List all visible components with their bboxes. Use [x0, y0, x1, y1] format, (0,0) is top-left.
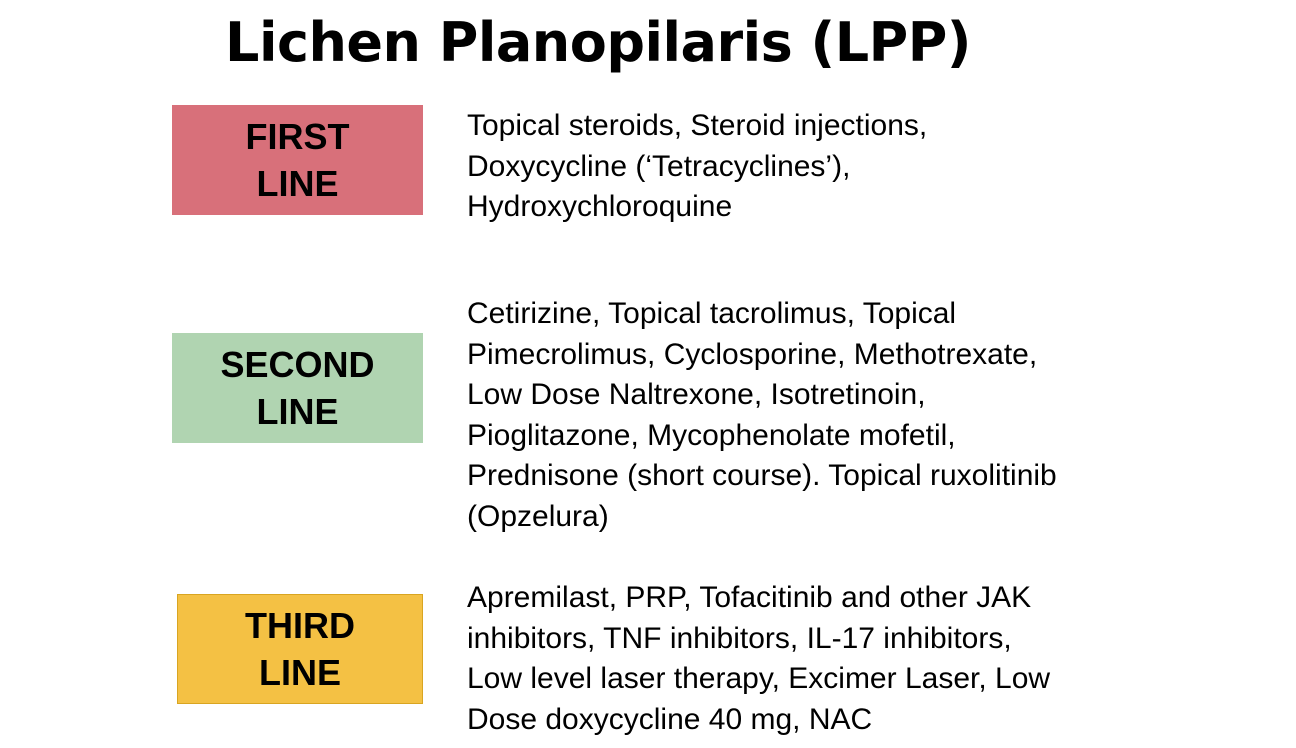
- second-line-badge: [172, 333, 423, 443]
- first-line-badge: [172, 105, 423, 215]
- third-line-badge: [177, 594, 423, 704]
- third-line-treatments: Apremilast, PRP, Tofacitinib and other JAK inhibitors, TNF inhibitors, IL-17 inhibitors, Low level laser therapy, Excimer Laser, Low Dose doxycycline 40 mg, NAC: [467, 581, 1051, 736]
- third-line-label-top: THIRD: [245, 605, 355, 646]
- first-line-label-top: FIRST: [245, 116, 350, 157]
- third-line-label-bottom: LINE: [258, 652, 341, 693]
- first-line-label-bottom: LINE: [256, 163, 339, 204]
- slide-title: Lichen Planopilaris (LPP): [225, 11, 971, 74]
- first-line-treatments: Topical steroids, Steroid injections, Doxycycline (‘Tetracyclines’), Hydroxychloroquine: [467, 109, 928, 223]
- second-line-treatments: Cetirizine, Topical tacrolimus, Topical Pimecrolimus, Cyclosporine, Methotrexate, Low Dose Naltrexone, Isotretinoin, Pioglitazone, Mycophenolate mofetil, Prednisone (short course). Topical ruxolitinib (Opzelura): [467, 297, 1057, 533]
- second-line-label-top: SECOND: [220, 344, 375, 385]
- second-line-label-bottom: LINE: [256, 391, 339, 432]
